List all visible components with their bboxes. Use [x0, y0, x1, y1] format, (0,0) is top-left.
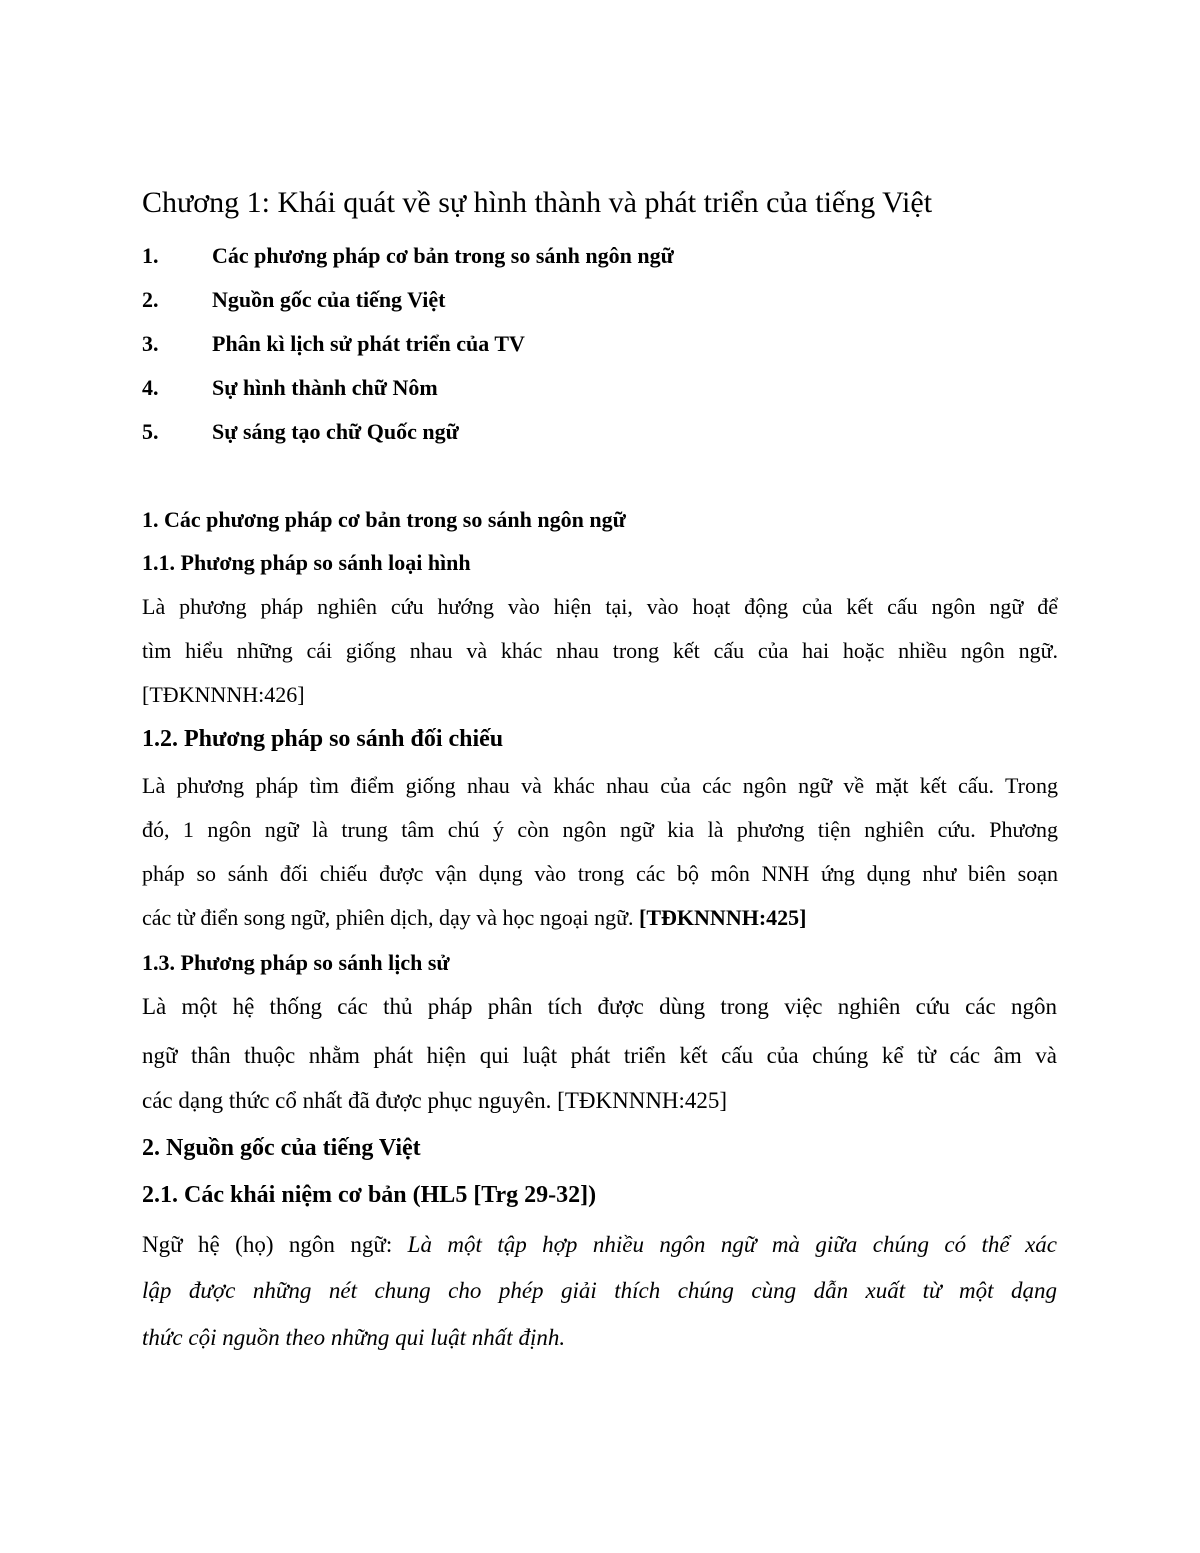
toc-item-number: 5. — [142, 419, 159, 444]
toc-item — [142, 419, 459, 445]
subsection-heading: 1.1. Phương pháp so sánh loại hình — [142, 550, 471, 575]
toc-item-number: 4. — [142, 375, 159, 400]
toc-item-label: Nguồn gốc của tiếng Việt — [212, 287, 446, 312]
citation-reference: [TĐKNNNH:425] — [639, 905, 807, 930]
paragraph-line — [142, 1232, 1057, 1258]
paragraph-line: [TĐKNNNH:426] — [142, 682, 305, 707]
paragraph-line — [142, 905, 806, 931]
section-heading: 1. Các phương pháp cơ bản trong so sánh ngôn ngữ — [142, 507, 626, 532]
toc-item-label: Sự sáng tạo chữ Quốc ngữ — [212, 419, 459, 444]
paragraph-line: Là một hệ thống các thủ pháp phân tích được dùng trong việc nghiên cứu các ngôn — [142, 994, 1057, 1019]
paragraph-line: pháp so sánh đối chiếu được vận dụng vào trong các bộ môn NNH ứng dụng như biên soạn — [142, 861, 1058, 886]
toc-item — [142, 287, 445, 313]
definition-line: thức cội nguồn theo những qui luật nhất định. — [142, 1325, 566, 1350]
subsection-heading: 1.3. Phương pháp so sánh lịch sử — [142, 950, 450, 975]
definition-line: lập được những nét chung cho phép giải thích chúng cùng dẫn xuất từ một dạng — [142, 1278, 1057, 1303]
definition-text: Là một tập hợp nhiều ngôn ngữ mà giữa chúng có thể xác — [407, 1232, 1057, 1257]
paragraph-line: đó, 1 ngôn ngữ là trung tâm chú ý còn ngôn ngữ kia là phương tiện nghiên cứu. Phương — [142, 817, 1058, 842]
toc-item — [142, 243, 674, 269]
paragraph-line: ngữ thân thuộc nhằm phát hiện qui luật phát triển kết cấu của chúng kể từ các âm và — [142, 1043, 1057, 1068]
term-label: Ngữ hệ (họ) ngôn ngữ: — [142, 1232, 408, 1257]
paragraph-line: các dạng thức cổ nhất đã được phục nguyên. [TĐKNNNH:425] — [142, 1088, 728, 1113]
toc-item-number: 3. — [142, 331, 159, 356]
paragraph-line: Là phương pháp tìm điểm giống nhau và khác nhau của các ngôn ngữ về mặt kết cấu. Trong — [142, 773, 1058, 798]
paragraph-line: Là phương pháp nghiên cứu hướng vào hiện tại, vào hoạt động của kết cấu ngôn ngữ để — [142, 594, 1058, 619]
toc-item-label: Các phương pháp cơ bản trong so sánh ngôn ngữ — [212, 243, 674, 268]
toc-item-label: Sự hình thành chữ Nôm — [212, 375, 438, 400]
toc-item-number: 2. — [142, 287, 159, 312]
subsection-heading: 1.2. Phương pháp so sánh đối chiếu — [142, 726, 504, 752]
toc-item — [142, 375, 438, 401]
toc-item — [142, 331, 525, 357]
paragraph-text: các từ điển song ngữ, phiên dịch, dạy và học ngoại ngữ. — [142, 905, 634, 930]
section-heading: 2. Nguồn gốc của tiếng Việt — [142, 1135, 421, 1161]
subsection-heading: 2.1. Các khái niệm cơ bản (HL5 [Trg 29-32]) — [142, 1182, 597, 1208]
toc-item-number: 1. — [142, 243, 159, 268]
page-title: Chương 1: Khái quát về sự hình thành và phát triển của tiếng Việt — [142, 186, 933, 219]
toc-item-label: Phân kì lịch sử phát triển của TV — [212, 331, 525, 356]
paragraph-line: tìm hiểu những cái giống nhau và khác nhau trong kết cấu của hai hoặc nhiều ngôn ngữ. — [142, 638, 1058, 663]
